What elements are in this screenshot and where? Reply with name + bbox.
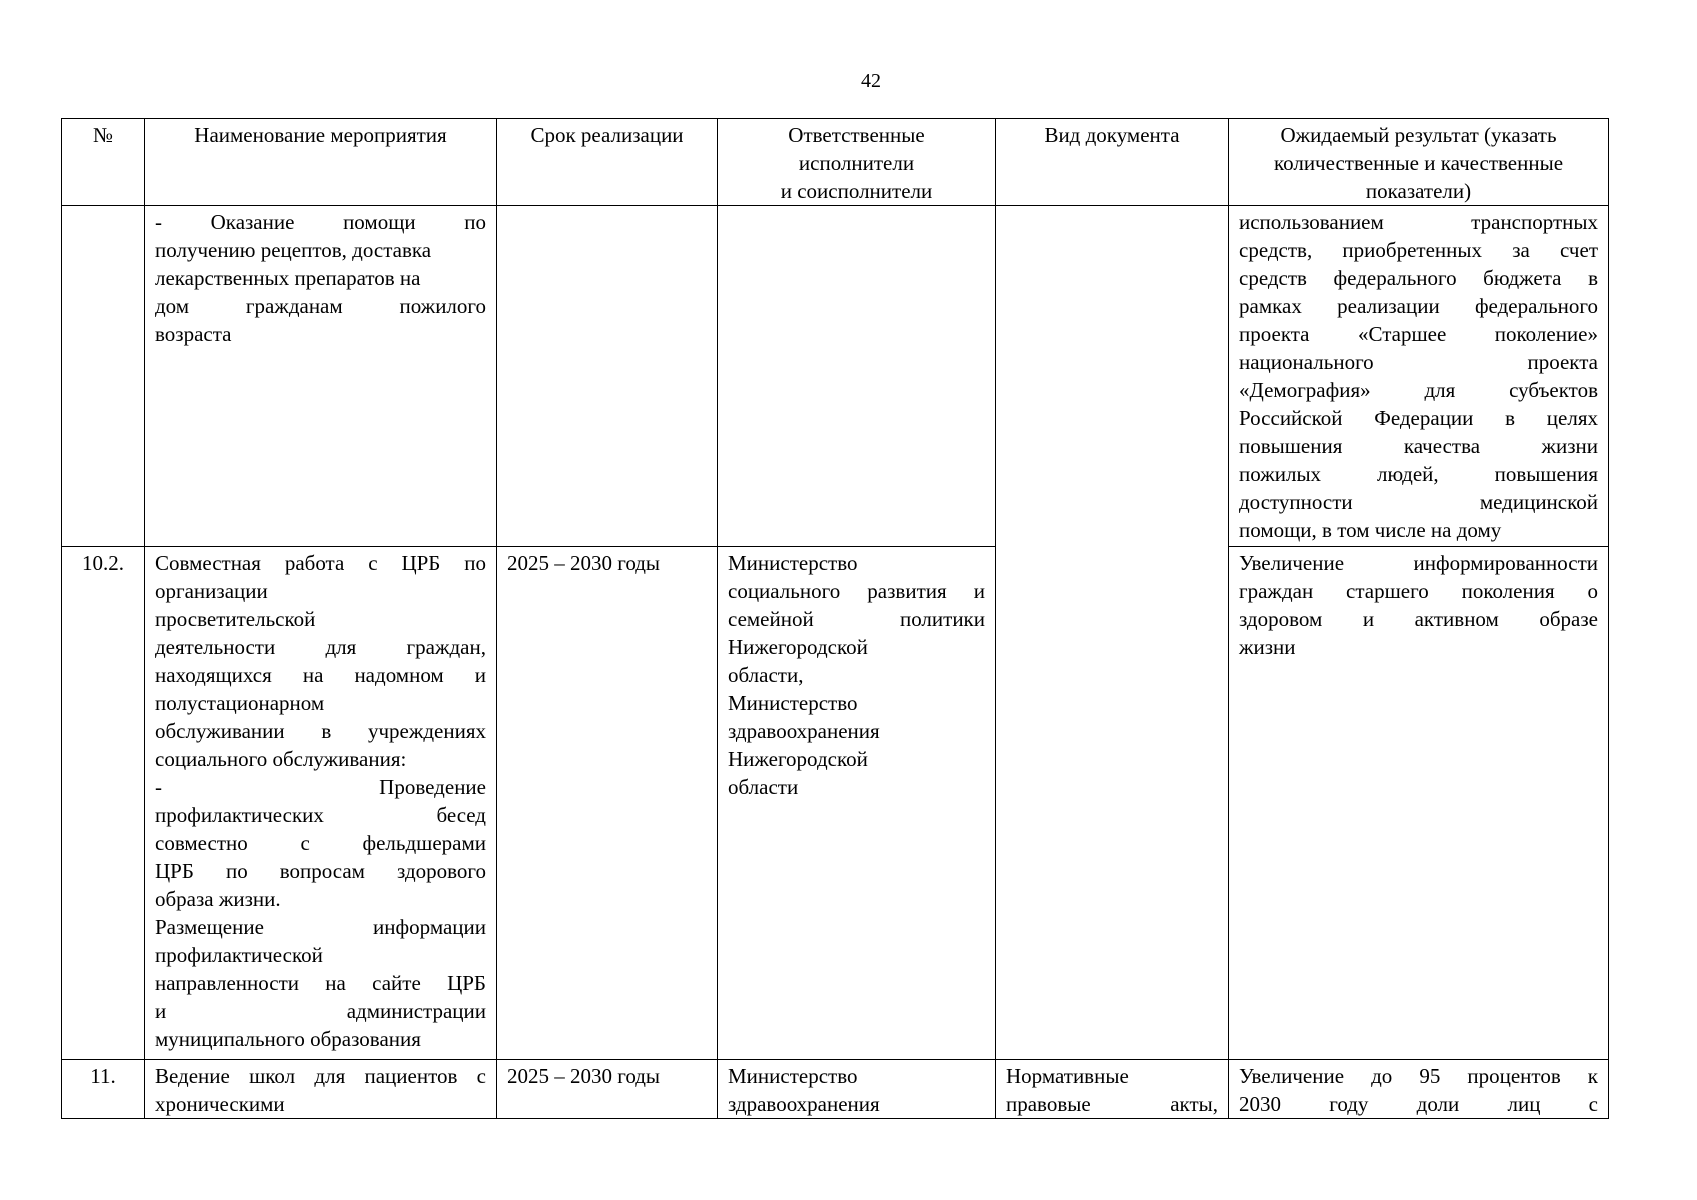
- text-line: профилактической: [155, 943, 323, 967]
- text-line: хроническими: [155, 1092, 285, 1116]
- text-line: обслуживании в учреждениях: [155, 719, 486, 743]
- text-line: жизни: [1239, 635, 1296, 659]
- header-executors-line: исполнители: [798, 151, 915, 175]
- text-line: использованием транспортных: [1239, 210, 1598, 234]
- text-line: «Демография» для субъектов: [1239, 378, 1598, 402]
- text-line: полустационарном: [155, 691, 325, 715]
- text-line: Министерство: [728, 551, 858, 575]
- text-line: социального развития и: [728, 579, 985, 603]
- text-line: организации: [155, 579, 268, 603]
- text-line: Российской Федерации в целях: [1239, 406, 1598, 430]
- text-line: получению рецептов, доставка: [155, 238, 432, 262]
- header-executors-line: и соисполнители: [780, 179, 933, 203]
- measures-table: [61, 118, 1609, 1119]
- text-line: социального обслуживания:: [155, 747, 407, 771]
- text-line: муниципального образования: [155, 1027, 421, 1051]
- text-line: пожилых людей, повышения: [1239, 462, 1598, 486]
- text-line: 2030 году доли лиц с: [1239, 1092, 1598, 1116]
- cell-result: [1229, 206, 1609, 547]
- text-line: возраста: [155, 322, 232, 346]
- header-result-line: количественные и качественные: [1273, 151, 1564, 175]
- cell-executors: [718, 547, 996, 1060]
- cell-name: [145, 1060, 497, 1119]
- text-line: здравоохранения: [728, 1092, 880, 1116]
- cell-document-type: [996, 206, 1229, 1060]
- text-line: - Оказание помощи по: [155, 210, 486, 234]
- text-line: области,: [728, 663, 804, 687]
- text-line: дом гражданам пожилого: [155, 294, 486, 318]
- cell-result: [1229, 547, 1609, 1060]
- text-line: просветительской: [155, 607, 316, 631]
- text-line: граждан старшего поколения о: [1239, 579, 1598, 603]
- text-line: помощи, в том числе на дому: [1239, 518, 1502, 542]
- cell-document-type: [996, 1060, 1229, 1119]
- text-line: Министерство: [728, 1064, 858, 1088]
- cell-name: [145, 206, 497, 547]
- text-line: Министерство: [728, 691, 858, 715]
- text-line: доступности медицинской: [1239, 490, 1598, 514]
- header-expected-result: [1229, 119, 1609, 206]
- table-row: [62, 1060, 1609, 1119]
- text-line: Ведение школ для пациентов с: [155, 1064, 486, 1088]
- header-executors-line: Ответственные: [788, 123, 925, 147]
- text-line: проекта «Старшее поколение»: [1239, 322, 1598, 346]
- text-line: Увеличение информированности: [1239, 551, 1598, 575]
- cell-result: [1229, 1060, 1609, 1119]
- text-line: ЦРБ по вопросам здорового: [155, 859, 486, 883]
- text-line: совместно с фельдшерами: [155, 831, 486, 855]
- text-line: области: [728, 775, 799, 799]
- table-row: [62, 547, 1609, 1060]
- text-line: повышения качества жизни: [1239, 434, 1598, 458]
- cell-executors: [718, 1060, 996, 1119]
- text-line: деятельности для граждан,: [155, 635, 486, 659]
- text-line: образа жизни.: [155, 887, 281, 911]
- text-line: лекарственных препаратов на: [155, 266, 421, 290]
- header-term: Срок реализации: [497, 119, 718, 206]
- text-line: - Проведение: [155, 775, 486, 799]
- header-number: №: [62, 119, 145, 206]
- cell-number: [62, 206, 145, 547]
- text-line: Нижегородской: [728, 747, 868, 771]
- text-line: средств, приобретенных за счет: [1239, 238, 1598, 262]
- cell-term: 2025 – 2030 годы: [497, 1060, 718, 1119]
- header-result-line: показатели): [1365, 179, 1472, 203]
- header-name: Наименование мероприятия: [145, 119, 497, 206]
- text-line: и администрации: [155, 999, 486, 1023]
- header-executors: [718, 119, 996, 206]
- cell-number: 10.2.: [62, 547, 145, 1060]
- cell-term: [497, 206, 718, 547]
- header-document-type: Вид документа: [996, 119, 1229, 206]
- text-line: профилактических бесед: [155, 803, 486, 827]
- text-line: Размещение информации: [155, 915, 486, 939]
- text-line: Нижегородской: [728, 635, 868, 659]
- text-line: Совместная работа с ЦРБ по: [155, 551, 486, 575]
- table-header-row: [62, 119, 1609, 206]
- text-line: находящихся на надомном и: [155, 663, 486, 687]
- text-line: средств федерального бюджета в: [1239, 266, 1598, 290]
- header-result-line: Ожидаемый результат (указать: [1280, 123, 1557, 147]
- table-row: [62, 206, 1609, 547]
- text-line: рамках реализации федерального: [1239, 294, 1598, 318]
- text-line: национального проекта: [1239, 350, 1598, 374]
- cell-term: 2025 – 2030 годы: [497, 547, 718, 1060]
- text-line: правовые акты,: [1006, 1092, 1218, 1116]
- text-line: здравоохранения: [728, 719, 880, 743]
- cell-name: [145, 547, 497, 1060]
- page-number: 42: [861, 70, 881, 92]
- text-line: семейной политики: [728, 607, 985, 631]
- text-line: здоровом и активном образе: [1239, 607, 1598, 631]
- text-line: Увеличение до 95 процентов к: [1239, 1064, 1598, 1088]
- cell-executors: [718, 206, 996, 547]
- text-line: направленности на сайте ЦРБ: [155, 971, 486, 995]
- cell-number: 11.: [62, 1060, 145, 1119]
- text-line: Нормативные: [1006, 1064, 1129, 1088]
